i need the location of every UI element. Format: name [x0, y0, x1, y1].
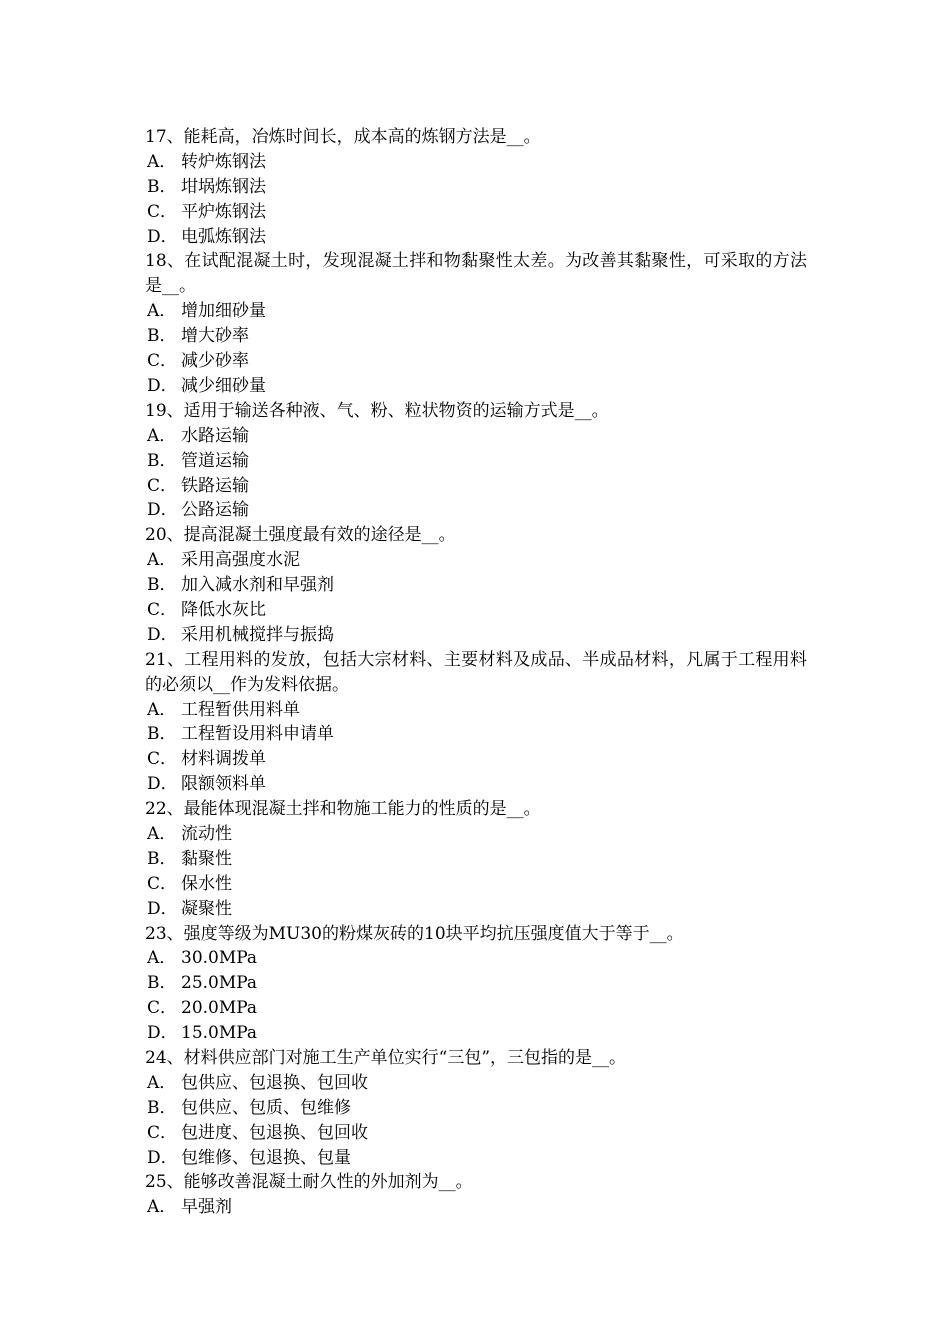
option-a [145, 299, 807, 324]
option-c [145, 349, 807, 374]
option-letter: B． [147, 1097, 177, 1118]
option-letter: A． [147, 425, 177, 446]
option-text: 采用机械搅拌与振捣 [181, 624, 334, 645]
option-letter: D． [147, 226, 178, 247]
option-letter: D． [147, 898, 178, 919]
option-letter: A． [147, 824, 177, 844]
option-text: 20.0MPa [181, 998, 258, 1019]
option-text: 减少砂率 [181, 351, 249, 372]
option-text: 材料调拨单 [181, 749, 266, 770]
option-text: 限额领料单 [181, 774, 266, 795]
option-text: 加入减水剂和早强剂 [181, 575, 334, 596]
question-25 [145, 1170, 807, 1220]
option-letter: C． [147, 1122, 178, 1143]
option-d [145, 374, 807, 399]
option-letter: D． [147, 624, 178, 645]
option-c [145, 747, 807, 772]
option-d [145, 623, 807, 648]
option-a [145, 424, 807, 449]
option-letter: D． [147, 375, 178, 396]
question-stem: 20、提高混凝土强度最有效的途径是__。 [145, 525, 456, 546]
option-letter: B． [147, 724, 177, 745]
question-stem: 22、最能体现混凝土拌和物施工能力的性质的是__。 [145, 799, 541, 820]
question-21 [145, 648, 807, 797]
option-letter: A． [147, 699, 177, 720]
option-letter: B． [147, 176, 177, 197]
option-letter: B． [147, 326, 177, 347]
option-letter: B． [147, 848, 177, 869]
option-text: 包维修、包退换、包量 [181, 1147, 351, 1168]
option-b [145, 324, 807, 349]
option-c [145, 996, 807, 1021]
question-list [145, 125, 807, 1220]
option-text: 铁路运输 [181, 475, 249, 496]
option-text: 工程暂供用料单 [181, 699, 300, 720]
option-letter: A． [147, 1072, 177, 1093]
option-text: 降低水灰比 [181, 599, 266, 620]
option-a [145, 946, 807, 971]
question-24 [145, 1046, 807, 1170]
option-b [145, 175, 807, 200]
option-c [145, 474, 807, 499]
option-letter: D． [147, 1147, 178, 1168]
option-c [145, 598, 807, 623]
option-letter: A． [147, 1197, 177, 1218]
option-text: 采用高强度水泥 [181, 550, 300, 571]
question-18 [145, 249, 807, 398]
question-stem: 25、能够改善混凝土耐久性的外加剂为__。 [145, 1172, 473, 1193]
option-text: 增加细砂量 [181, 301, 266, 322]
question-23 [145, 922, 807, 1046]
option-text: 工程暂设用料申请单 [181, 724, 334, 745]
option-letter: C． [147, 475, 178, 496]
option-letter: D． [147, 1023, 178, 1044]
option-letter: C． [147, 351, 178, 372]
question-17 [145, 125, 807, 249]
question-20 [145, 523, 807, 647]
option-text: 管道运输 [181, 450, 249, 471]
option-text: 凝聚性 [181, 898, 232, 919]
option-c [145, 872, 807, 897]
question-stem: 17、能耗高，冶炼时间长，成本高的炼钢方法是__。 [145, 127, 541, 147]
option-a [145, 548, 807, 573]
option-letter: B． [147, 575, 177, 596]
option-text: 减少细砂量 [181, 375, 266, 396]
option-a [145, 1071, 807, 1096]
option-b [145, 449, 807, 474]
option-a [145, 822, 807, 847]
option-b [145, 971, 807, 996]
option-letter: A． [147, 948, 177, 969]
option-d [145, 897, 807, 922]
option-letter: D． [147, 500, 178, 521]
option-text: 平炉炼钢法 [181, 201, 266, 222]
option-d [145, 225, 807, 250]
option-text: 电弧炼钢法 [181, 226, 266, 247]
option-text: 黏聚性 [181, 848, 232, 869]
option-text: 包供应、包质、包维修 [181, 1097, 351, 1118]
question-19 [145, 399, 807, 523]
option-text: 30.0MPa [181, 948, 258, 969]
option-c [145, 200, 807, 225]
option-a [145, 1195, 807, 1220]
question-stem: 21、工程用料的发放，包括大宗材料、主要材料及成品、半成品材料，凡属于工程用料的必须以__作为发料依据。 [145, 649, 807, 695]
question-stem: 18、在试配混凝土时，发现混凝土拌和物黏聚性太差。为改善其黏聚性，可采取的方法是__。 [145, 251, 807, 297]
question-stem: 19、适用于输送各种液、气、粉、粒状物资的运输方式是__。 [145, 400, 609, 421]
option-letter: C． [147, 201, 178, 222]
option-text: 水路运输 [181, 425, 249, 446]
question-22 [145, 797, 807, 921]
option-d [145, 1146, 807, 1171]
option-b [145, 1096, 807, 1121]
question-stem: 23、强度等级为MU30的粉煤灰砖的10块平均抗压强度值大于等于__。 [145, 923, 684, 944]
option-letter: A． [147, 151, 177, 172]
option-d [145, 498, 807, 523]
option-text: 15.0MPa [181, 1023, 258, 1044]
option-letter: A． [147, 301, 177, 322]
option-letter: B． [147, 450, 177, 471]
option-text: 流动性 [181, 824, 232, 844]
option-letter: A． [147, 550, 177, 571]
option-c [145, 1121, 807, 1146]
option-letter: C． [147, 749, 178, 770]
option-text: 增大砂率 [181, 326, 249, 347]
option-text: 保水性 [181, 873, 232, 894]
question-stem: 24、材料供应部门对施工生产单位实行“三包”，三包指的是__。 [145, 1048, 627, 1069]
option-d [145, 1021, 807, 1046]
option-d [145, 772, 807, 797]
option-text: 包供应、包退换、包回收 [181, 1072, 368, 1093]
option-letter: B． [147, 973, 177, 994]
option-b [145, 722, 807, 747]
option-a [145, 698, 807, 723]
option-text: 包进度、包退换、包回收 [181, 1122, 368, 1143]
option-text: 公路运输 [181, 500, 249, 521]
option-text: 坩埚炼钢法 [181, 176, 266, 197]
option-letter: C． [147, 599, 178, 620]
option-b [145, 573, 807, 598]
option-letter: D． [147, 774, 178, 795]
option-letter: C． [147, 873, 178, 894]
option-a [145, 150, 807, 175]
option-text: 25.0MPa [181, 973, 258, 994]
option-text: 转炉炼钢法 [181, 151, 266, 172]
option-b [145, 847, 807, 872]
option-text: 早强剂 [181, 1197, 232, 1218]
option-letter: C． [147, 998, 178, 1019]
